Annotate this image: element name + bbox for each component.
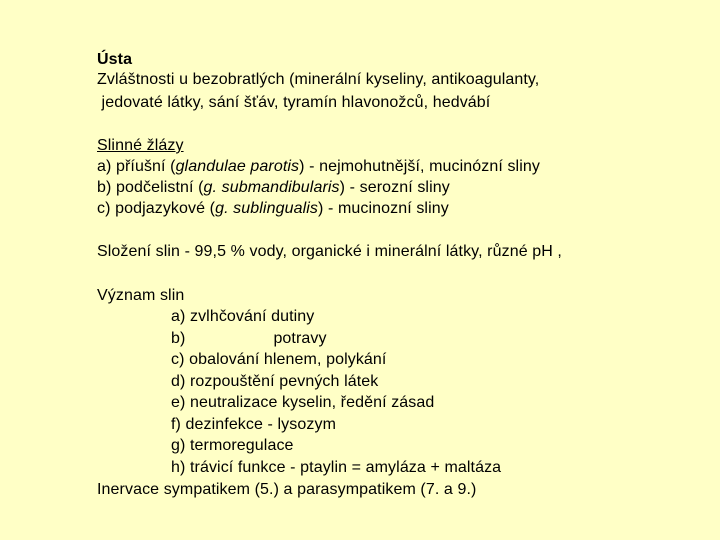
gland-prefix: b) podčelistní ( <box>97 179 204 196</box>
vyznam-item: f) dezinfekce - lysozym <box>171 416 337 433</box>
vyznam-item: c) obalování hlenem, polykání <box>171 351 387 368</box>
gland-item-parotis <box>97 157 540 177</box>
gland-suffix: ) - serozní sliny <box>339 179 450 196</box>
vyznam-item: a) zvlhčování dutiny <box>171 308 315 325</box>
gland-suffix: ) - nejmohutnější, mucinózní sliny <box>299 158 540 175</box>
vyznam-item: d) rozpouštění pevných látek <box>171 373 379 390</box>
vyznam-item-text: potravy <box>273 330 327 347</box>
gland-prefix: c) podjazykové ( <box>97 200 216 217</box>
gland-latin-name: g. submandibularis <box>203 179 340 196</box>
inervace-line: Inervace sympatikem (5.) a parasympatikem (7. a 9.) <box>97 481 477 498</box>
gland-item-sublingualis <box>97 199 449 219</box>
vyznam-item: e) neutralizace kyselin, ředění zásad <box>171 394 435 411</box>
gland-prefix: a) příušní ( <box>97 158 176 175</box>
vyznam-item: g) termoregulace <box>171 437 294 454</box>
gland-suffix: ) - mucinozní sliny <box>318 200 449 217</box>
zvlastnosti-line-1: Zvláštnosti u bezobratlých (minerální kyseliny, antikoagulanty, <box>97 71 540 88</box>
zvlastnosti-line-2: jedovaté látky, sání šťáv, tyramín hlavonožců, hedvábí <box>97 94 491 111</box>
gland-item-submandibularis <box>97 178 450 198</box>
vyznam-slin-heading: Význam slin <box>97 287 185 304</box>
slide-title: Ústa <box>97 51 133 68</box>
vyznam-item-label: b) <box>171 330 186 347</box>
vyznam-item: h) trávicí funkce - ptaylin = amyláza + maltáza <box>171 459 502 476</box>
slinne-zlazy-heading: Slinné žlázy <box>97 137 184 154</box>
gland-latin-name: glandulae parotis <box>175 158 300 175</box>
vyznam-item <box>171 329 327 349</box>
gland-latin-name: g. sublingualis <box>215 200 318 217</box>
slozeni-slin: Složení slin - 99,5 % vody, organické i minerální látky, různé pH , <box>97 243 562 260</box>
